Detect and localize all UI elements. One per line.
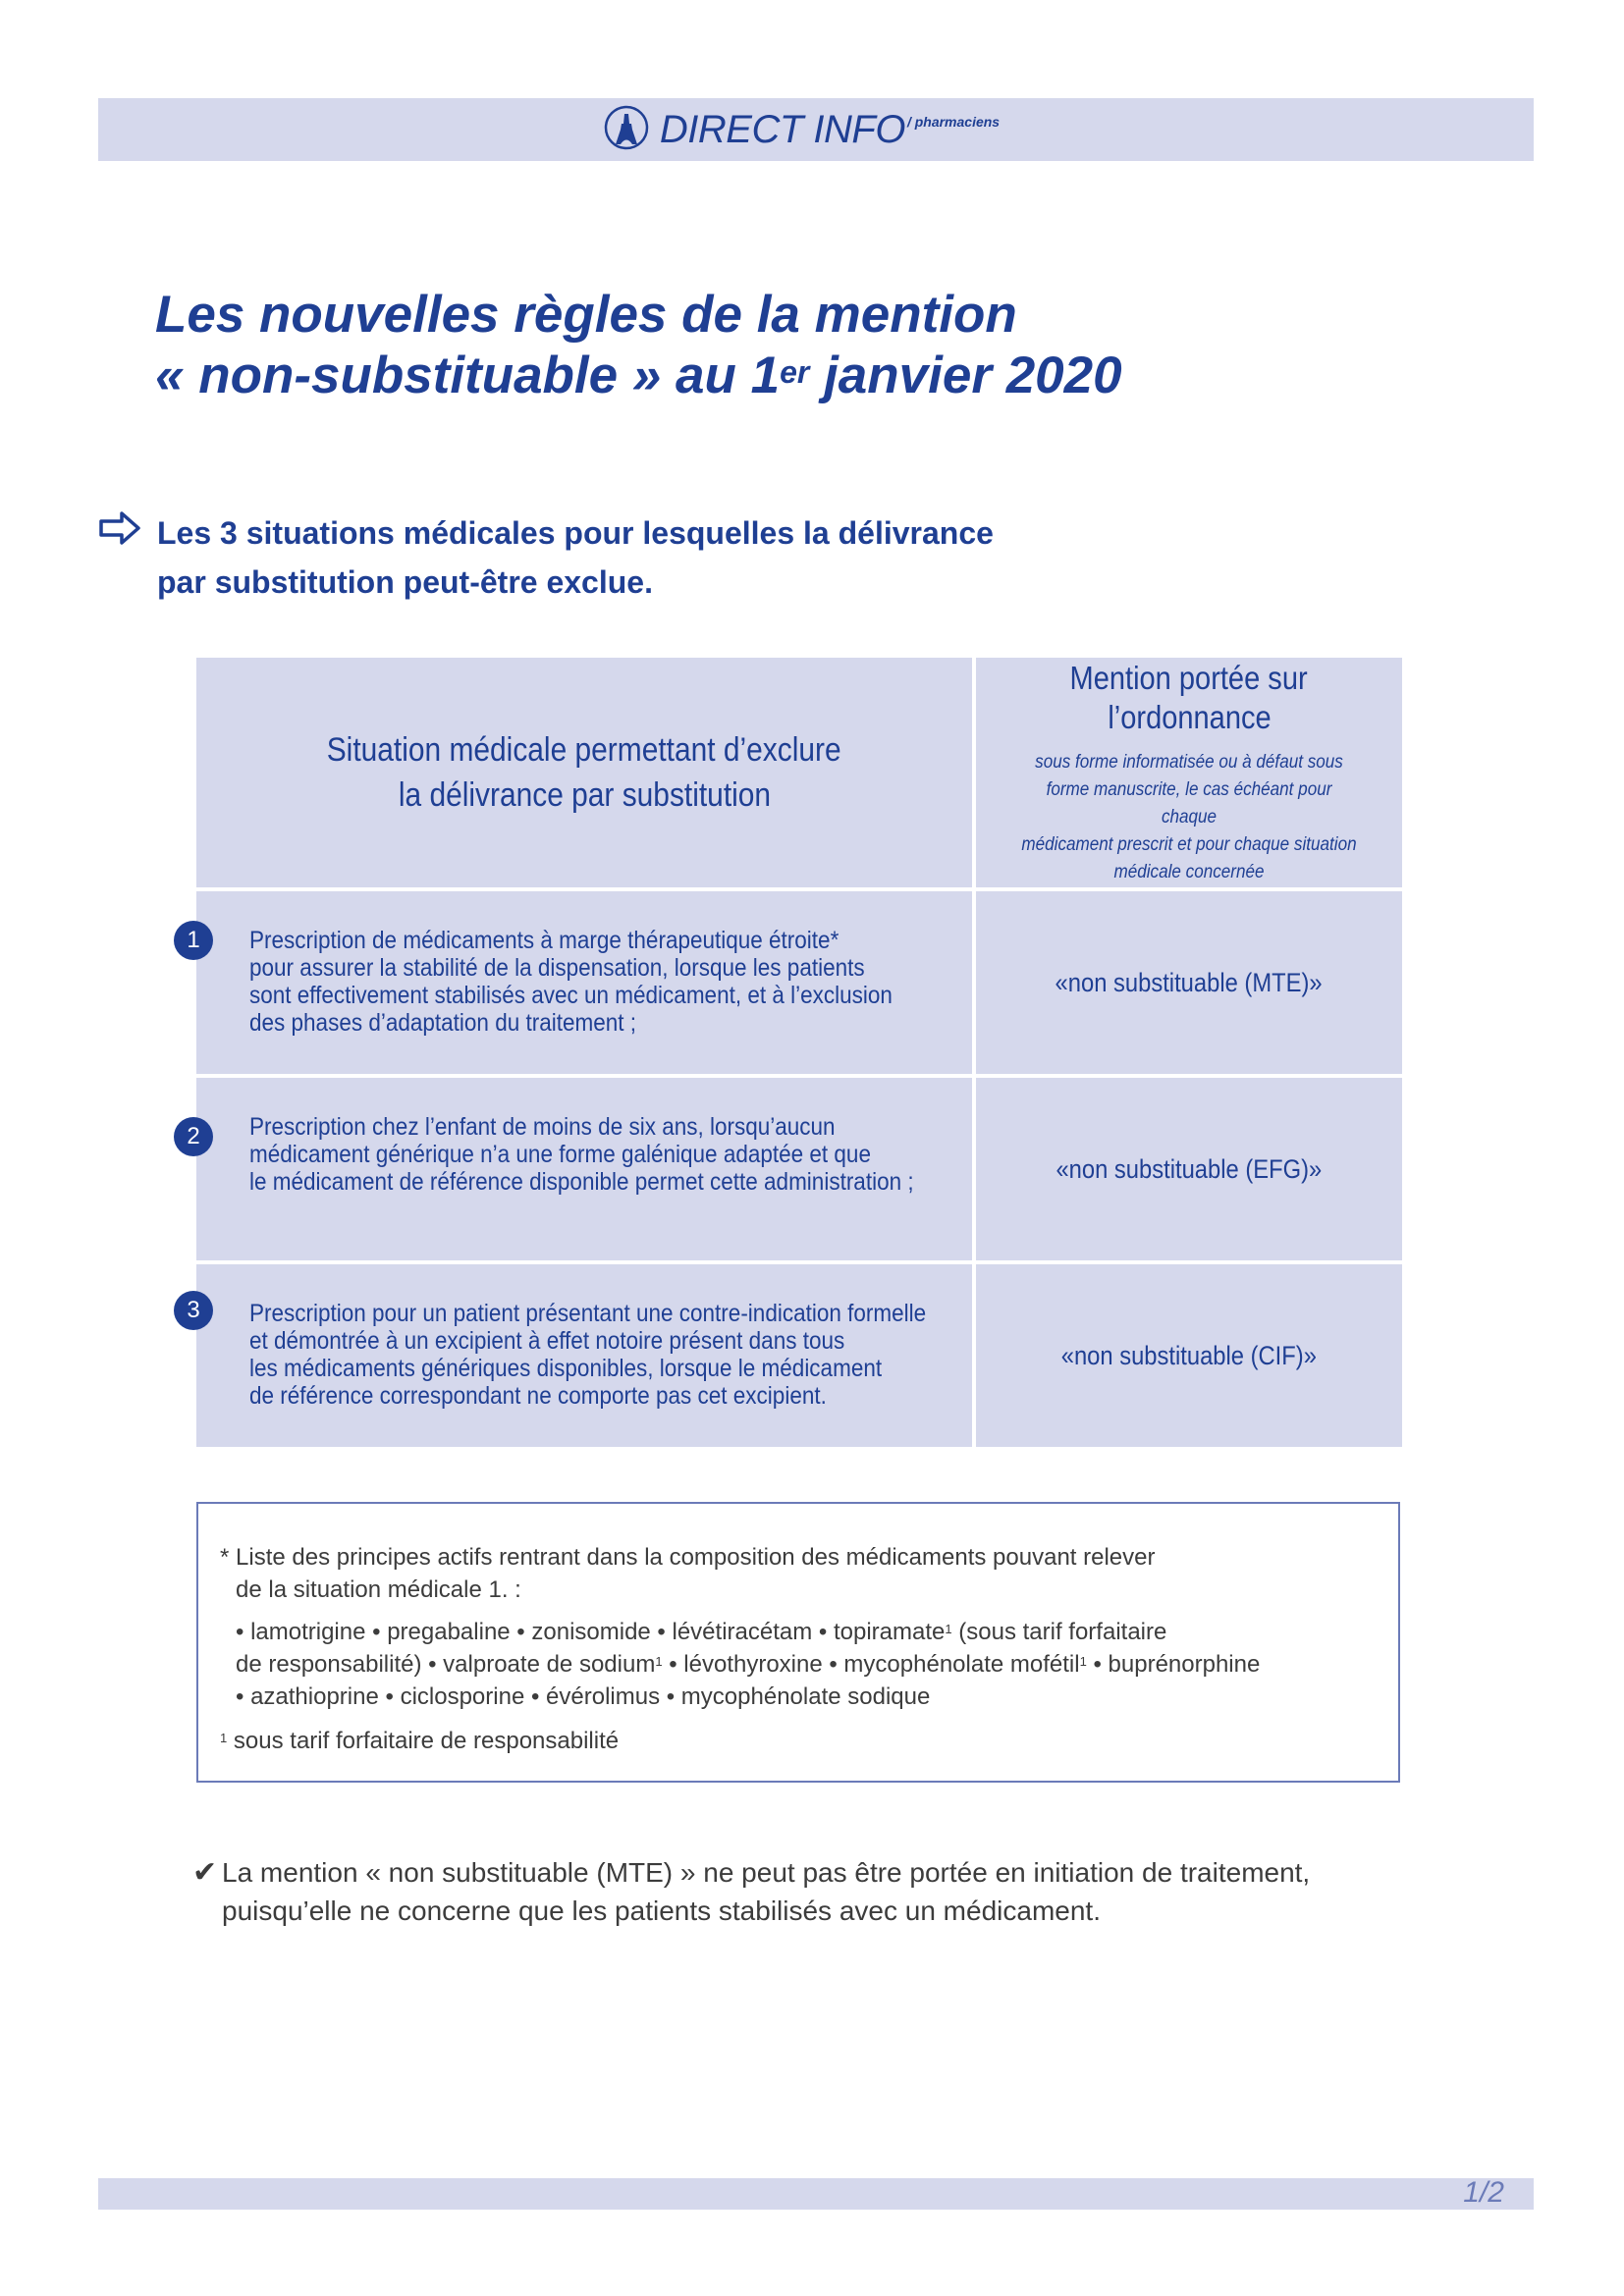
table-row-3-mention xyxy=(976,1264,1402,1447)
footnote-list-1b: (sous tarif forfaitaire xyxy=(951,1619,1167,1645)
table-row-2-situation xyxy=(196,1078,972,1260)
row-2-line: Prescription chez l’enfant de moins de six ans, lorsqu’aucun xyxy=(249,1113,836,1141)
table-row-3-situation xyxy=(196,1264,972,1447)
subtitle-line-2: par substitution peut-être exclue. xyxy=(157,564,653,600)
footnote-list-2a: de responsabilité) • valproate de sodium xyxy=(236,1651,656,1678)
row-1-mention-text: «non substituable (MTE)» xyxy=(1055,967,1324,997)
note-line-1: La mention « non substituable (MTE) » ne peut pas être portée en initiation de traitement, xyxy=(222,1857,1311,1888)
header-note-line: sous forme informatisée ou à défaut sous xyxy=(1035,752,1343,773)
footnote-intro-2: de la situation médicale 1. : xyxy=(236,1576,521,1603)
subtitle-line-1: Les 3 situations médicales pour lesquelles la délivrance xyxy=(157,515,994,551)
footnote-list-line-2 xyxy=(220,1648,1379,1681)
brand-name: DIRECT INFO xyxy=(659,107,905,151)
footnote-list-2b: • lévothyroxine • mycophénolate mofétil xyxy=(662,1651,1080,1678)
eiffel-tower-icon xyxy=(603,104,650,156)
row-2-line: médicament générique n’a une forme galénique adaptée et que xyxy=(249,1141,871,1168)
situations-table xyxy=(196,658,1398,1447)
footnote-legend xyxy=(220,1725,1379,1757)
header-situation-line-1: Situation médicale permettant d’exclure xyxy=(327,731,841,769)
table-row-1-mention xyxy=(976,891,1402,1074)
header-note-line: médicale concernée xyxy=(1113,862,1265,882)
section-subtitle xyxy=(98,508,1375,607)
table-header-mention xyxy=(976,658,1402,887)
footnote-list-line-1 xyxy=(220,1616,1379,1648)
footnote-intro-1: * Liste des principes actifs rentrant dans la composition des médicaments pouvant relever xyxy=(220,1544,1156,1571)
note-text xyxy=(222,1853,1310,1930)
note-line-2: puisqu’elle ne concerne que les patients stabilisés avec un médicament. xyxy=(222,1896,1101,1926)
table-row-1-situation xyxy=(196,891,972,1074)
row-2-line: le médicament de référence disponible permet cette administration ; xyxy=(249,1168,914,1196)
header-note-line: médicament prescrit et pour chaque situation xyxy=(1021,834,1357,855)
row-1-line: Prescription de médicaments à marge thérapeutique étroite* xyxy=(249,927,839,954)
header-mention-line-1: Mention portée sur xyxy=(1069,660,1309,696)
checkmark-icon: ✔ xyxy=(192,1856,218,1889)
row-2-mention-text: «non substituable (EFG)» xyxy=(1056,1153,1323,1184)
footnote-list-1a: • lamotrigine • pregabaline • zonisomide • lévétiracétam • topiramate xyxy=(236,1619,946,1645)
header-situation-line-2: la délivrance par substitution xyxy=(398,776,771,814)
title-superscript: er xyxy=(780,354,810,390)
footnote-list-2c: • buprénorphine xyxy=(1086,1651,1261,1678)
header-note-line: forme manuscrite, le cas échéant pour chaque xyxy=(1046,779,1332,828)
title-line-2 xyxy=(155,346,1432,406)
footnote-sup: 1 xyxy=(220,1731,228,1745)
header-bar xyxy=(98,98,1534,161)
footnote-sup: 1 xyxy=(1079,1654,1087,1669)
header-mention-note xyxy=(1018,749,1359,886)
arrow-right-icon xyxy=(98,510,141,546)
row-3-line: Prescription pour un patient présentant une contre-indication formelle xyxy=(249,1300,927,1327)
page-title xyxy=(155,285,1432,406)
page-number: 1/2 xyxy=(1463,2176,1504,2209)
bottom-note xyxy=(192,1853,1469,1930)
row-2-text xyxy=(249,1113,914,1196)
row-1-line: pour assurer la stabilité de la dispensation, lorsque les patients xyxy=(249,954,865,982)
brand xyxy=(603,104,1000,156)
row-3-text xyxy=(249,1300,927,1410)
footnote-sup: 1 xyxy=(945,1622,952,1636)
table-header-situation xyxy=(196,658,972,887)
footnote-sup: 1 xyxy=(655,1654,663,1669)
header-mention-line-2: l’ordonnance xyxy=(1107,699,1272,735)
title-line-1: Les nouvelles règles de la mention xyxy=(155,286,1017,344)
number-badge-3: 3 xyxy=(174,1291,213,1330)
table-row-2-mention xyxy=(976,1078,1402,1260)
footnote-list-line-3: • azathioprine • ciclosporine • évérolimus • mycophénolate sodique xyxy=(236,1683,931,1710)
row-1-text xyxy=(249,927,891,1037)
footnote-box xyxy=(196,1502,1400,1783)
number-badge-1: 1 xyxy=(174,921,213,960)
footer-bar xyxy=(98,2178,1534,2210)
brand-subtitle: / pharmaciens xyxy=(906,114,1001,130)
footnote-legend-text: sous tarif forfaitaire de responsabilité xyxy=(233,1728,620,1754)
subtitle-text xyxy=(157,508,994,607)
number-badge-2: 2 xyxy=(174,1117,213,1156)
row-3-mention-text: «non substituable (CIF)» xyxy=(1060,1340,1318,1370)
title-line-2-end: janvier 2020 xyxy=(809,347,1122,404)
title-line-2-text: « non-substituable » au 1 xyxy=(155,347,781,404)
row-3-line: et démontrée à un excipient à effet notoire présent dans tous xyxy=(249,1327,845,1355)
row-1-line: sont effectivement stabilisés avec un médicament, et à l’exclusion xyxy=(249,982,893,1009)
row-1-line: des phases d’adaptation du traitement ; xyxy=(249,1009,637,1037)
row-3-line: de référence correspondant ne comporte pas cet excipient. xyxy=(249,1382,827,1410)
row-3-line: les médicaments génériques disponibles, lorsque le médicament xyxy=(249,1355,883,1382)
